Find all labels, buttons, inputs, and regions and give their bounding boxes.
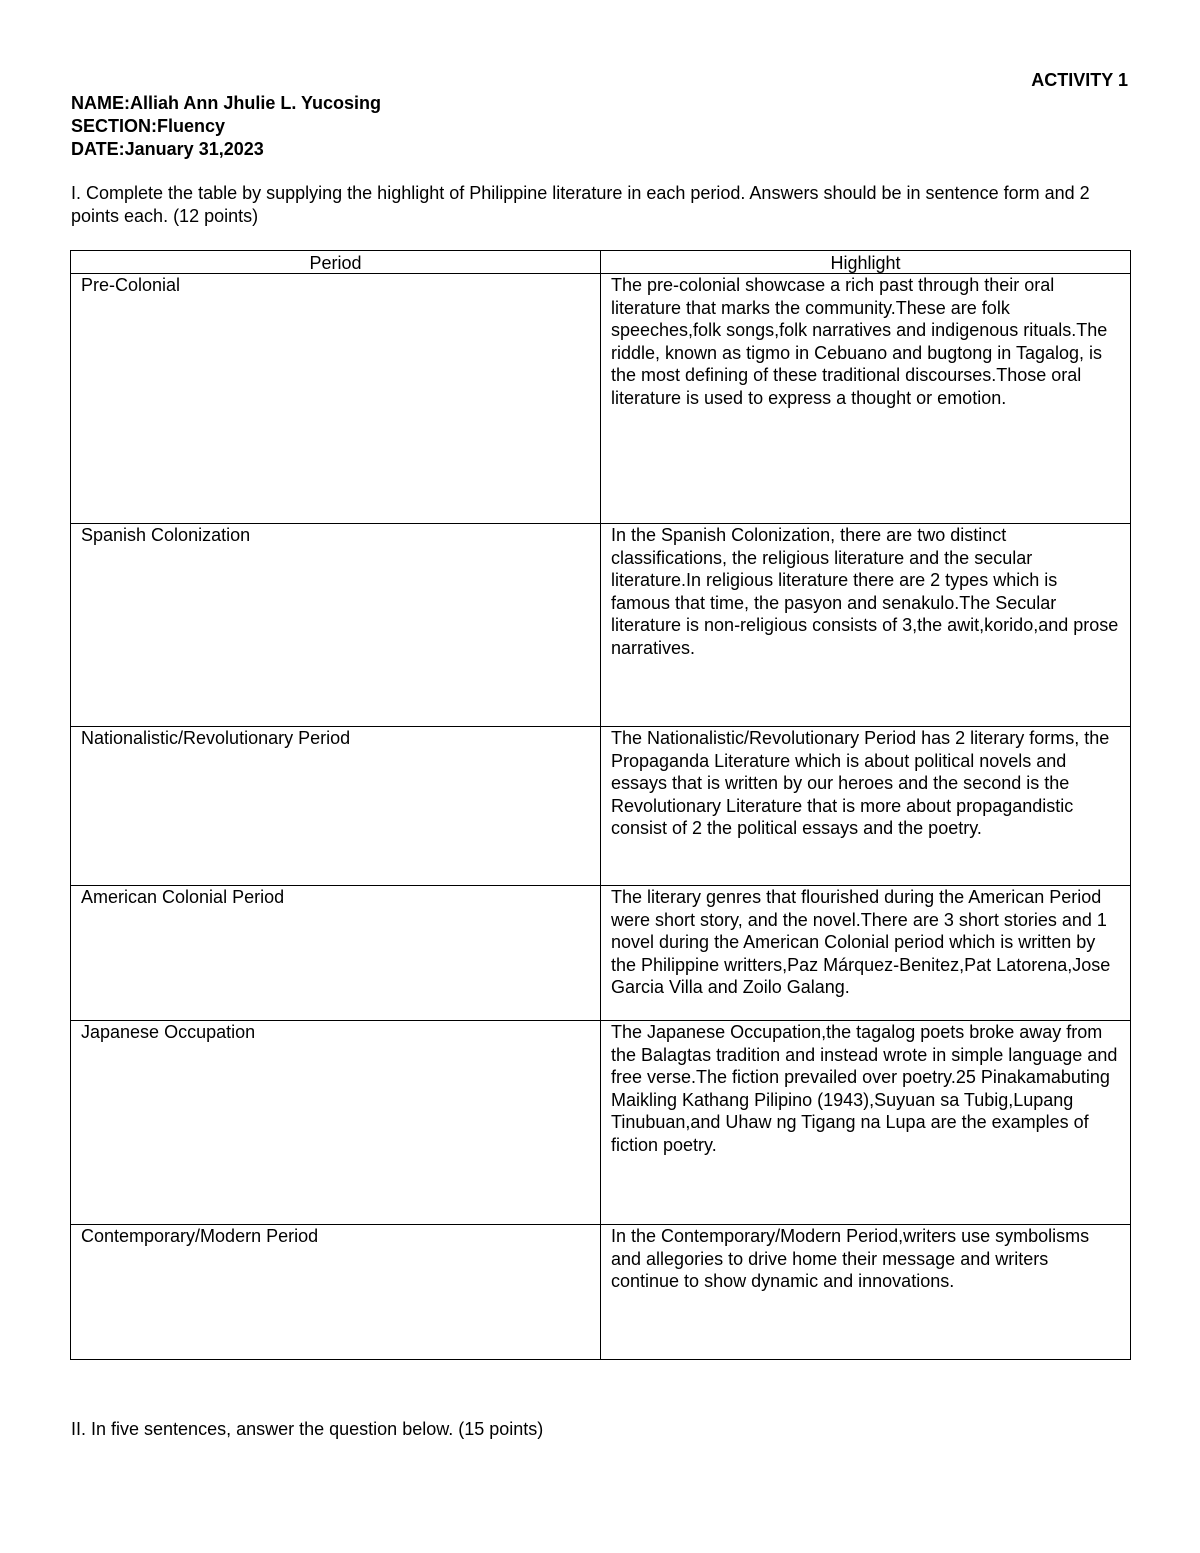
period-cell: Pre-Colonial xyxy=(71,274,601,524)
period-cell: Nationalistic/Revolutionary Period xyxy=(71,727,601,886)
section-line: SECTION:Fluency xyxy=(71,116,226,136)
date-line: DATE:January 31,2023 xyxy=(71,139,264,159)
table-row xyxy=(71,1021,1131,1225)
part2-instruction: II. In five sentences, answer the question below. (15 points) xyxy=(71,1419,544,1439)
highlight-cell: The pre-colonial showcase a rich past through their oral literature that marks the community.These are folk speeches,folk songs,folk narratives and indigenous rituals.The riddle, known as tigmo in Cebuano and bugtong in Tagalog, is the most defining of these traditional discourses.Those oral literature is used to express a thought or emotion. xyxy=(601,274,1131,524)
table-row xyxy=(71,886,1131,1021)
table-row xyxy=(71,274,1131,524)
activity-title: ACTIVITY 1 xyxy=(1031,70,1128,90)
period-header: Period xyxy=(71,251,601,274)
highlight-header: Highlight xyxy=(601,251,1131,274)
period-cell: Spanish Colonization xyxy=(71,524,601,727)
highlight-cell: The literary genres that flourished during the American Period were short story, and the novel.There are 3 short stories and 1 novel during the American Colonial period which is written by the Philippine writters,Paz Márquez-Benitez,Pat Latorena,Jose Garcia Villa and Zoilo Galang. xyxy=(601,886,1131,1021)
student-info xyxy=(71,92,381,161)
table-row xyxy=(71,524,1131,727)
highlight-cell: In the Spanish Colonization, there are two distinct classifications, the religious literature and the secular literature.In religious literature there are 2 types which is famous that time, the pasyon and senakulo.The Secular literature is non-religious consists of 3,the awit,korido,and prose narratives. xyxy=(601,524,1131,727)
part1-instruction: I. Complete the table by supplying the highlight of Philippine literature in each period. Answers should be in sentence form and 2 points each. (12 points) xyxy=(71,183,1090,226)
name-line: NAME:Alliah Ann Jhulie L. Yucosing xyxy=(71,93,382,113)
period-cell: Contemporary/Modern Period xyxy=(71,1225,601,1360)
table-row xyxy=(71,727,1131,886)
literature-table xyxy=(70,250,1131,1360)
table-header-row xyxy=(71,251,1131,274)
highlight-cell: The Japanese Occupation,the tagalog poets broke away from the Balagtas tradition and instead wrote in simple language and free verse.The fiction prevailed over poetry.25 Pinakamabuting Maikling Kathang Pilipino (1943),Suyuan sa Tubig,Lupang Tinubuan,and Uhaw ng Tigang na Lupa are the examples of fiction poetry. xyxy=(601,1021,1131,1225)
period-cell: American Colonial Period xyxy=(71,886,601,1021)
highlight-cell: The Nationalistic/Revolutionary Period has 2 literary forms, the Propaganda Literature which is about political novels and essays that is written by our heroes and the second is the Revolutionary Literature that is more about propagandistic consist of 2 the political essays and the poetry. xyxy=(601,727,1131,886)
highlight-cell: In the Contemporary/Modern Period,writers use symbolisms and allegories to drive home their message and writers continue to show dynamic and innovations. xyxy=(601,1225,1131,1360)
table-row xyxy=(71,1225,1131,1360)
period-cell: Japanese Occupation xyxy=(71,1021,601,1225)
